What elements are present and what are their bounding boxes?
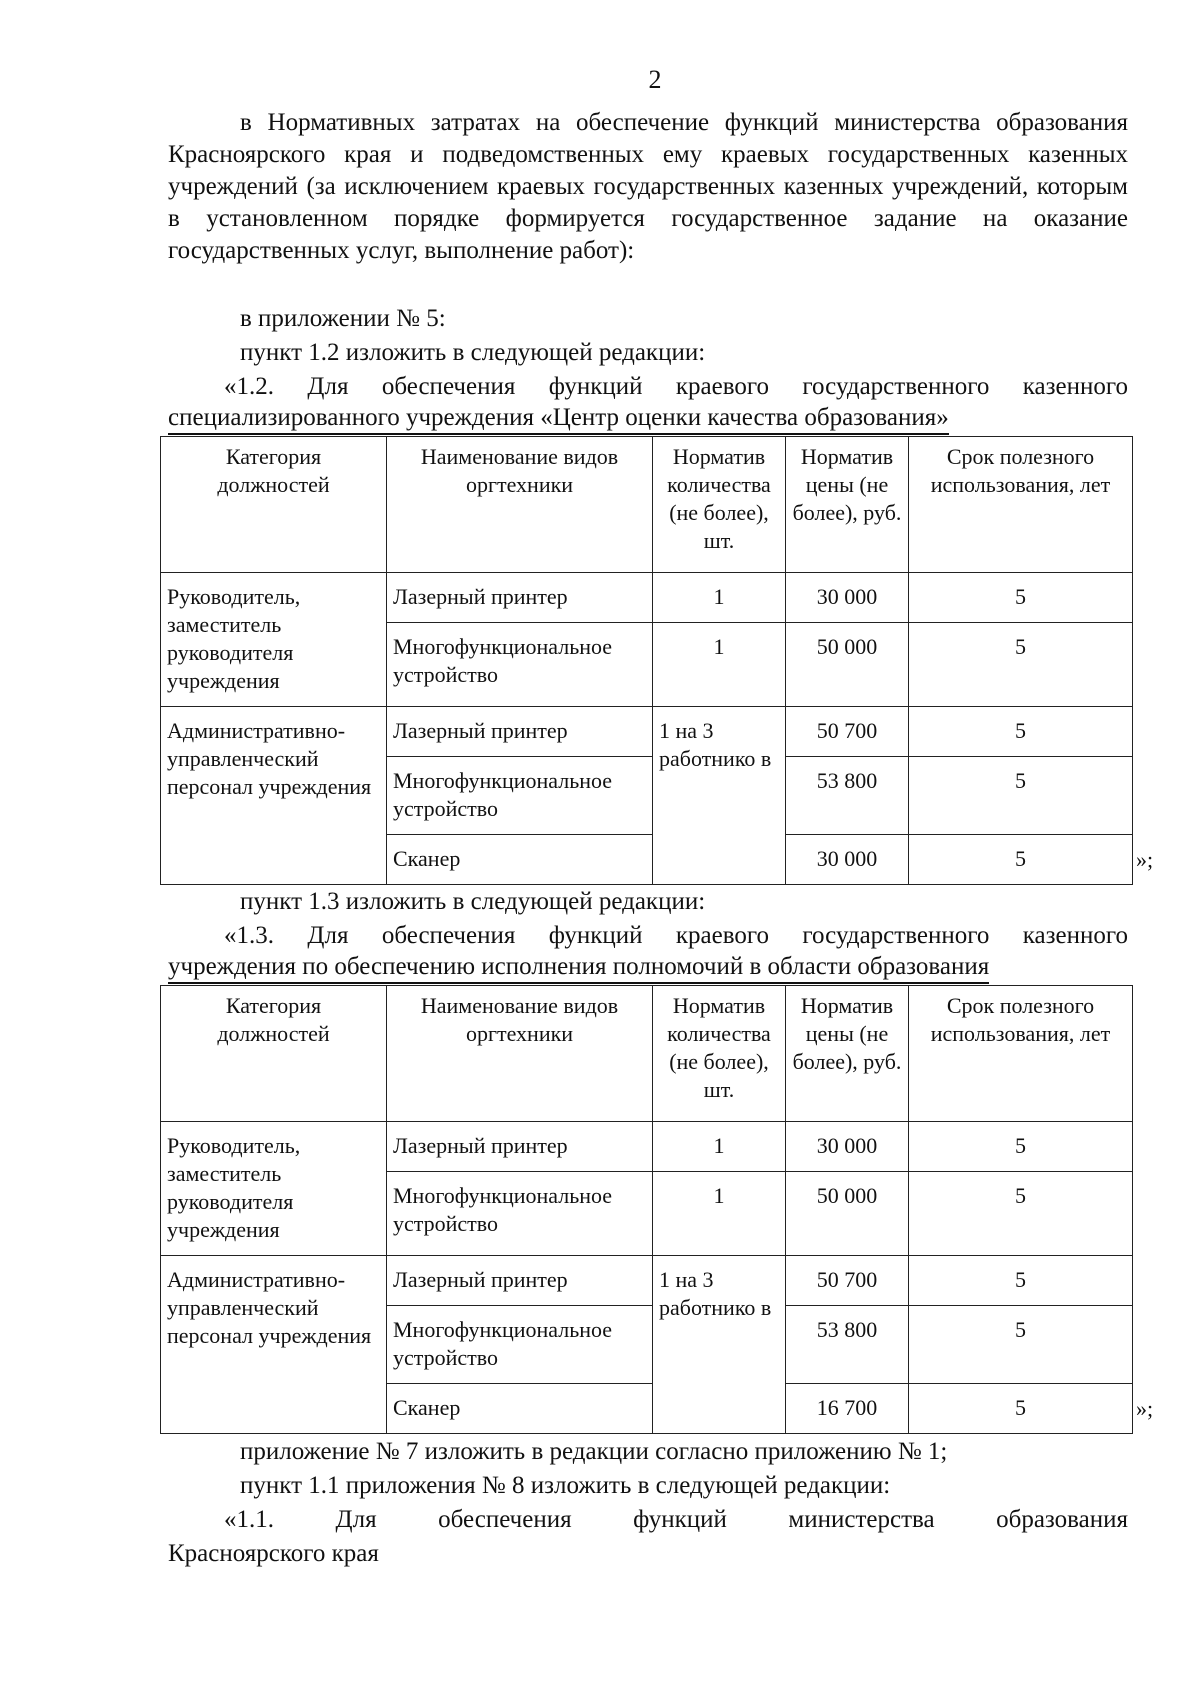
category-cell: Административно-управленческий персонал учреждения — [161, 707, 387, 885]
price-cell: 50 700 — [786, 1256, 909, 1306]
appendix7-line: приложение № 7 изложить в редакции согласно приложению № 1; — [240, 1438, 948, 1465]
table-row — [161, 1256, 1133, 1306]
price-cell: 53 800 — [786, 1306, 909, 1384]
header-quantity: Норматив количества (не более), шт. — [653, 986, 786, 1122]
equipment-cell: Многофункциональное устройство — [387, 757, 653, 835]
price-cell: 53 800 — [786, 757, 909, 835]
header-price: Норматив цены (не более), руб. — [786, 437, 909, 573]
point13-line: пункт 1.3 изложить в следующей редакции: — [240, 888, 706, 915]
price-cell: 16 700 — [786, 1384, 909, 1434]
table-row — [161, 707, 1133, 757]
table-row — [161, 1122, 1133, 1172]
point12-line: пункт 1.2 изложить в следующей редакции: — [240, 339, 706, 366]
lifetime-cell: 5 — [909, 573, 1133, 623]
category-cell: Руководитель, заместитель руководителя учреждения — [161, 1122, 387, 1256]
quantity-cell: 1 на 3 работнико в — [653, 707, 786, 885]
header-equipment: Наименование видов оргтехники — [387, 986, 653, 1122]
point11-line: пункт 1.1 приложения № 8 изложить в следующей редакции: — [240, 1472, 891, 1499]
equipment-cell: Многофункциональное устройство — [387, 623, 653, 707]
header-equipment: Наименование видов оргтехники — [387, 437, 653, 573]
equipment-cell: Лазерный принтер — [387, 1256, 653, 1306]
quote13-line2: учреждения по обеспечению исполнения полномочий в области образования — [168, 952, 989, 984]
header-lifetime: Срок полезного использования, лет — [909, 437, 1133, 573]
header-category: Категория должностей — [161, 437, 387, 573]
lifetime-cell: 5 — [909, 1122, 1133, 1172]
closing-mark-1: »; — [1136, 847, 1154, 872]
equipment-cell: Многофункциональное устройство — [387, 1172, 653, 1256]
quote12-line1: «1.2. Для обеспечения функций краевого государственного казенного — [224, 373, 1128, 400]
lifetime-cell: 5 — [909, 1172, 1133, 1256]
lifetime-cell: 5 — [909, 707, 1133, 757]
equipment-cell: Лазерный принтер — [387, 1122, 653, 1172]
header-quantity: Норматив количества (не более), шт. — [653, 437, 786, 573]
price-cell: 30 000 — [786, 573, 909, 623]
norms-table-1 — [160, 436, 1133, 885]
quote11-line2: Красноярского края — [168, 1540, 379, 1567]
appendix5-line: в приложении № 5: — [240, 305, 446, 332]
norms-table-2 — [160, 985, 1133, 1434]
equipment-cell: Сканер — [387, 1384, 653, 1434]
price-cell: 50 700 — [786, 707, 909, 757]
quantity-cell: 1 на 3 работнико в — [653, 1256, 786, 1434]
equipment-cell: Сканер — [387, 835, 653, 885]
lifetime-cell: 5 — [909, 757, 1133, 835]
quote13-line1: «1.3. Для обеспечения функций краевого государственного казенного — [224, 922, 1128, 949]
quantity-cell: 1 — [653, 623, 786, 707]
price-cell: 50 000 — [786, 1172, 909, 1256]
header-price: Норматив цены (не более), руб. — [786, 986, 909, 1122]
lifetime-cell: 5 — [909, 835, 1133, 885]
header-category: Категория должностей — [161, 986, 387, 1122]
closing-mark-2: »; — [1136, 1396, 1154, 1421]
table-header-row — [161, 986, 1133, 1122]
lifetime-cell: 5 — [909, 1384, 1133, 1434]
header-lifetime: Срок полезного использования, лет — [909, 986, 1133, 1122]
equipment-cell: Лазерный принтер — [387, 707, 653, 757]
table-header-row — [161, 437, 1133, 573]
price-cell: 30 000 — [786, 835, 909, 885]
equipment-cell: Многофункциональное устройство — [387, 1306, 653, 1384]
price-cell: 50 000 — [786, 623, 909, 707]
page-number: 2 — [648, 65, 662, 94]
quote11-line1: «1.1. Для обеспечения функций министерства образования — [224, 1506, 1128, 1533]
quote12-line2: специализированного учреждения «Центр оценки качества образования» — [168, 403, 949, 435]
quantity-cell: 1 — [653, 1172, 786, 1256]
lifetime-cell: 5 — [909, 1306, 1133, 1384]
lifetime-cell: 5 — [909, 1256, 1133, 1306]
category-cell: Руководитель, заместитель руководителя учреждения — [161, 573, 387, 707]
quantity-cell: 1 — [653, 1122, 786, 1172]
intro-paragraph: в Нормативных затратах на обеспечение функций министерства образования Красноярского края и подведомственных ему краевых государственных казенных учреждений (за исключением краевых государственных казенных учреждений, которым в установленном порядке формируется государственное задание на оказание государственных услуг, выполнение работ): — [168, 109, 1128, 264]
price-cell: 30 000 — [786, 1122, 909, 1172]
quantity-cell: 1 — [653, 573, 786, 623]
table-row — [161, 573, 1133, 623]
category-cell: Административно-управленческий персонал учреждения — [161, 1256, 387, 1434]
lifetime-cell: 5 — [909, 623, 1133, 707]
equipment-cell: Лазерный принтер — [387, 573, 653, 623]
